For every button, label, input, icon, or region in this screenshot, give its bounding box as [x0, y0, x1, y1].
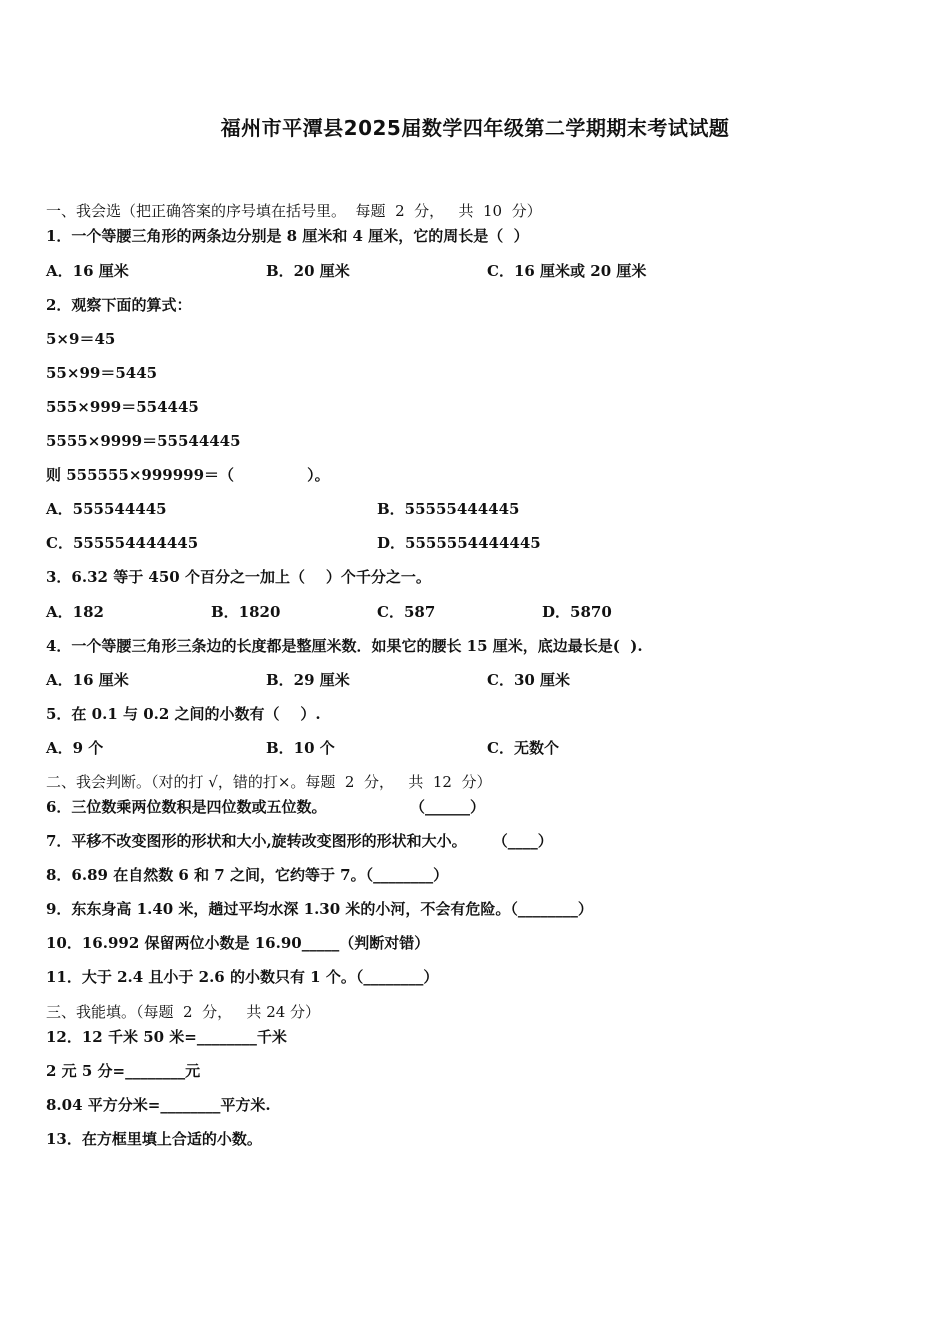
q2-line-3: 555×999＝554445 [46, 398, 199, 416]
section2-header: 二、我会判断。（对的打 √，错的打×。每题 2 分， 共 12 分） [46, 773, 492, 791]
q2-stem: 2．观察下面的算式： [46, 296, 192, 314]
section1-header: 一、我会选（把正确答案的序号填在括号里。 每题 2 分， 共 10 分） [46, 202, 542, 220]
q4-option-b: B．29 厘米 [266, 671, 350, 689]
q4-option-a: A．16 厘米 [46, 671, 129, 689]
q3-stem: 3．6.32 等于 450 个百分之一加上（ ）个千分之一。 [46, 568, 431, 586]
q1-option-a: A．16 厘米 [46, 262, 129, 280]
q2-option-d: D．5555554444445 [377, 534, 541, 552]
q4-stem: 4．一个等腰三角形三条边的长度都是整厘米数．如果它的腰长 15 厘米，底边最长是( ). [46, 637, 643, 655]
q6-item: 6．三位数乘两位数积是四位数或五位数。 （______） [46, 798, 485, 816]
q2-line-1: 5×9＝45 [46, 330, 116, 348]
q2-line-2: 55×99＝5445 [46, 364, 158, 382]
q4-option-c: C．30 厘米 [487, 671, 571, 689]
q2-option-c: C．555554444445 [46, 534, 199, 552]
q7-item: 7．平移不改变图形的形状和大小,旋转改变图形的形状和大小。 （____） [46, 832, 553, 850]
q3-option-d: D．5870 [542, 603, 612, 621]
q1-stem: 1．一个等腰三角形的两条边分别是 8 厘米和 4 厘米，它的周长是（ ） [46, 227, 529, 245]
q2-option-a: A．555544445 [46, 500, 167, 518]
section3-header: 三、我能填。（每题 2 分， 共 24 分） [46, 1003, 321, 1021]
q10-item: 10．16.992 保留两位小数是 16.90_____（判断对错） [46, 934, 430, 952]
q3-option-c: C．587 [377, 603, 436, 621]
q5-option-c: C．无数个 [487, 739, 559, 757]
q9-item: 9．东东身高 1.40 米，趟过平均水深 1.30 米的小河，不会有危险。（________） [46, 900, 593, 918]
q5-option-a: A．9 个 [46, 739, 104, 757]
q2-line-4: 5555×9999＝55544445 [46, 432, 241, 450]
q11-item: 11．大于 2.4 且小于 2.6 的小数只有 1 个。（________） [46, 968, 439, 986]
q1-option-c: C．16 厘米或 20 厘米 [487, 262, 647, 280]
q8-item: 8．6.89 在自然数 6 和 7 之间，它约等于 7。（________） [46, 866, 449, 884]
q5-option-b: B．10 个 [266, 739, 335, 757]
q13-stem: 13．在方框里填上合适的小数。 [46, 1130, 262, 1148]
q1-option-b: B．20 厘米 [266, 262, 350, 280]
q12-item-2: 2 元 5 分=________元 [46, 1062, 201, 1080]
q2-ask: 则 555555×999999＝（ ）。 [46, 466, 330, 484]
q3-option-b: B．1820 [211, 603, 281, 621]
q5-stem: 5．在 0.1 与 0.2 之间的小数有（ ）. [46, 705, 321, 723]
q3-option-a: A．182 [46, 603, 104, 621]
q2-option-b: B．55555444445 [377, 500, 520, 518]
q12-item-1: 12．12 千米 50 米=________千米 [46, 1028, 287, 1046]
q12-item-3: 8.04 平方分米=________平方米. [46, 1096, 271, 1114]
page-title: 福州市平潭县2025届数学四年级第二学期期末考试试题 [220, 116, 730, 140]
